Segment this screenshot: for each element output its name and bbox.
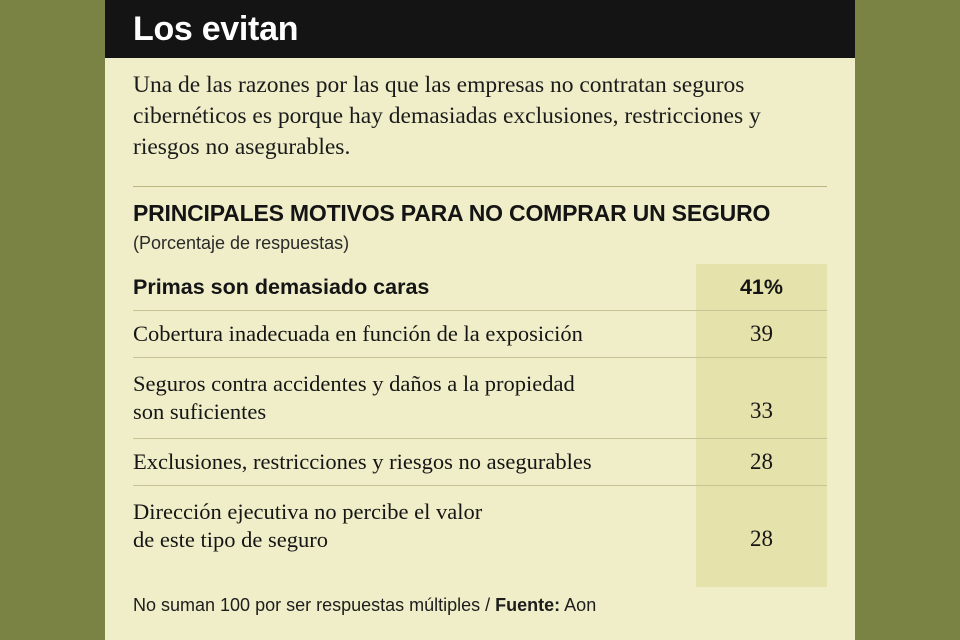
section-title: PRINCIPALES MOTIVOS PARA NO COMPRAR UN SEGURO (133, 200, 771, 226)
row-label-line2: de este tipo de seguro (133, 527, 328, 552)
footnote-source-label: Fuente: (495, 595, 561, 615)
footnote-source-value: Aon (560, 595, 597, 615)
row-label-line1: Primas son demasiado caras (133, 275, 430, 299)
row-label-line2: son suficientes (133, 399, 267, 424)
row-value: 33 (750, 398, 773, 423)
divider-top (133, 186, 827, 187)
infographic-panel (105, 0, 855, 640)
section-subtitle: (Porcentaje de respuestas) (133, 233, 350, 253)
table-row (133, 486, 827, 566)
table-row (133, 358, 827, 439)
row-label (133, 439, 696, 485)
row-label (133, 264, 696, 310)
row-label (133, 358, 696, 438)
row-value: 39 (750, 321, 773, 346)
row-label-line1: Cobertura inadecuada en función de la exposición (133, 321, 583, 346)
table-row (133, 264, 827, 311)
row-label-line1: Seguros contra accidentes y daños a la propiedad (133, 371, 575, 396)
row-label-line1: Dirección ejecutiva no percibe el valor (133, 499, 483, 524)
row-value: 28 (750, 449, 773, 474)
row-label-line1: Exclusiones, restricciones y riesgos no asegurables (133, 449, 592, 474)
title-bar (105, 0, 855, 58)
row-label (133, 311, 696, 357)
row-value: 41% (739, 274, 784, 299)
table-row (133, 439, 827, 486)
intro-paragraph: Una de las razones por las que las empresas no contratan seguros cibernéticos es porque hay demasiadas exclusiones, restricciones y riesgos no asegurables. (133, 72, 761, 160)
footnote (133, 595, 596, 616)
footnote-text: No suman 100 por ser respuestas múltiples / (133, 595, 496, 615)
table-row (133, 311, 827, 358)
row-label (133, 486, 696, 566)
row-value: 28 (750, 526, 773, 551)
page-title: Los evitan (133, 10, 299, 48)
motives-table (133, 264, 827, 566)
